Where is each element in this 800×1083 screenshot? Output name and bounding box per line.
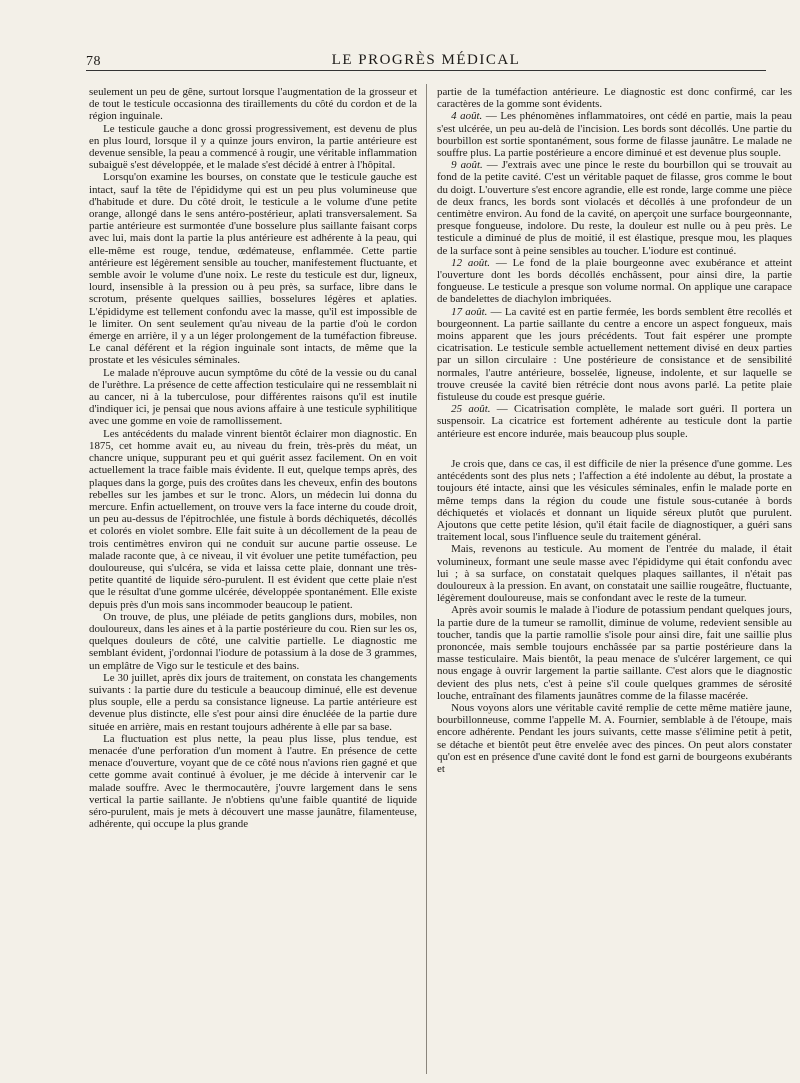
paragraph: Après avoir soumis le malade à l'iodure de potassium pendant quelques jours, la partie dure de la tumeur se ramollit, diminue de volume, redevient sensible au toucher, tandis que la partie ramollie s'isole pour ainsi dire, fait une saillie plus prononcée, mais semble toujours enchâssée par sa partie postérieure dans la masse testiculaire. Mais bientôt, la peau menace de s'ulcérer largement, ce qui nous engage à ouvrir largement la partie saillante. C'est alors que le diagnostic devient des plus nets, c'est à peine s'il coule quelques grammes de sérosité louche, entraînant des filaments jaunâtres comme de la filasse macérée. [437, 604, 792, 702]
entry-text: — Cicatrisation complète, le malade sort guéri. Il portera un suspensoir. La cicatrice est fortement adhérente au testicule dont la partie antérieure est encore indurée, mais beaucoup plus souple. [437, 403, 793, 440]
running-header [86, 46, 766, 71]
entry-date: 25 août. [451, 403, 491, 416]
paragraph: Mais, revenons au testicule. Au moment de l'entrée du malade, il était volumineux, formant une seule masse avec l'épididyme qui était confondu avec lui ; à sa surface, on constatait quelques plaques saillantes, il n'était pas douloureux à la pression. En avant, on constatait une saillie rougeâtre, fluctuante, légèrement douloureuse, mais se confondant avec le reste de la tumeur. [437, 543, 792, 605]
column-divider [426, 84, 427, 1074]
entry-date: 4 août. [451, 110, 483, 123]
entry-text: — Les phénomènes inflammatoires, ont cédé en partie, mais la peau s'est ulcérée, un peu au-delà de l'incision. Les bords sont décollés. Une partie du bourbillon est sortie spontanément, sous forme de filasse jaunâtre. Le malade ne souffre plus. La partie postérieure a encore diminué et est devenue plus souple. [437, 110, 792, 160]
dated-entry [437, 403, 792, 440]
page-number: 78 [86, 54, 101, 69]
left-column [89, 86, 417, 830]
paragraph: La fluctuation est plus nette, la peau plus lisse, plus tendue, est menacée d'une perforation d'un moment à l'autre. En présence de cette menace d'ouverture, voyant que de ce côté nous n'avions rien gagné et que cette gomme avait continué à évoluer, je me décide à intervenir car le malade souffre. Avec le thermocautère, j'ouvre largement dans le sens vertical la partie saillante. Je n'obtiens qu'une faible quantité de liquide séro-purulent, mais je mets à découvert une masse jaunâtre, filamenteuse, adhérente, qui occupe la plus grande [89, 732, 417, 831]
paragraph: seulement un peu de gêne, surtout lorsque l'augmentation de la grosseur et de tout le testicule occasionna des tiraillements du côté du cordon et de la région inguinale. [89, 86, 417, 123]
paragraph: Nous voyons alors une véritable cavité remplie de cette même matière jaune, bourbillonneuse, comme l'appelle M. A. Fournier, semblable à de l'étoupe, mais encore adhérente. Pendant les jours suivants, cette masse s'élimine petit à petit, se détache et bientôt peut être envelée avec des pinces. On peut alors constater qu'on est en présence d'une cavité dont le fond est garni de bourgeons exubérants et [437, 701, 792, 775]
paragraph: partie de la tuméfaction antérieure. Le diagnostic est donc confirmé, car les caractères de la gomme sont évidents. [437, 86, 792, 111]
entry-date: 12 août. [451, 256, 490, 269]
entry-text: — La cavité est en partie fermée, les bords semblent être recollés et bourgeonnent. La partie saillante du centre a encore un aspect fongueux, mais moins apparent que les jours précédents. Tout fait espérer une prompte cicatrisation. Le testicule semble actuellement nettement divisé en deux parties par un sillon circulaire : Une postérieure de consistance et de sensibilité normales, l'autre antérieure, bosselée, ligneuse, indolente, et sur laquelle se trouve creusée la cavité bien rétrécie dont nous avons parlé. La petite plaie fistuleuse du coude est presque guérie. [437, 305, 793, 404]
entry-date: 17 août. [451, 305, 488, 318]
entry-text: — Le fond de la plaie bourgeonne avec exubérance et atteint l'ouverture dont les bords décollés enchâssent, pour ainsi dire, la partie fongueuse. Le testicule a presque son volume normal. On applique une carapace de bandelettes de diachylon imbriquées. [437, 256, 792, 306]
entry-date: 9 août. [451, 159, 483, 172]
paragraph: Les antécédents du malade vinrent bientôt éclairer mon diagnostic. En 1875, cet homme avait eu, au niveau du frein, très-près du méat, un chancre unique, suppurant peu et qui guérit assez facilement. On en voit actuellement la trace faible mais évidente. Il eut, quelque temps après, des plaques dans la gorge, puis des croûtes dans les cheveux, enfin des boutons rebelles sur les jambes et sur le tronc. Alors, un médecin lui donna du mercure. Enfin actuellement, on trouve vers la face interne du coude droit, un peu au-dessus de l'épitrochlée, une fistule à bords déchiquetés, décollés et colorés en violet sombre. Elle fait suite à un décollement de la peau de trois centimètres environ qui ne conduit sur aucune partie osseuse. Le malade raconte que, à ce niveau, il vit évoluer une petite tuméfaction, peu douloureuse, qui s'ulcéra, se vida et laissa cette plaie, donnant une très-petite quantité de liquide séro-purulent. Il est évident que cette plaie n'est que le résultat d'une gomme ulcérée, développée spontanément. Elle existe depuis près d'un mois sans incommoder beaucoup le patient. [89, 427, 417, 611]
journal-title: LE PROGRÈS MÉDICAL [331, 52, 521, 68]
paragraph: Le 30 juillet, après dix jours de traitement, on constata les changements suivants : la partie dure du testicule a beaucoup diminué, elle est devenue plus souple, elle a perdu sa consistance ligneuse. La partie antérieure est devenue plus distincte, elle s'est pour ainsi dire énucléée de la partie dure située en arrière, mais en restant toujours adhérente à elle par sa base. [89, 671, 417, 733]
dated-entry [437, 110, 792, 159]
paragraph: Le malade n'éprouve aucun symptôme du côté de la vessie ou du canal de l'urèthre. La présence de cette affection testiculaire qui ne ressemblait ni au cancer, ni à la tuberculose, pour différentes raisons qu'il est inutile d'indiquer ici, je pensai que nous avions affaire à une testicule syphilitique avec une gomme en voie de ramollissement. [89, 366, 417, 428]
right-column [437, 86, 792, 775]
paragraph: Lorsqu'on examine les bourses, on constate que le testicule gauche est intact, sauf la tête de l'épididyme qui est un peu plus volumineuse que d'habitude et dure. Du côté droit, le testicule a le volume d'une petite orange, allongé dans le sens antéro-postérieur, aplati transversalement. Sa partie antérieure est surmontée d'une bosselure plus saillante faisant corps avec lui, mais dont la partie la plus antérieure est adhérente à la peau, qui elle-même est rouge, tendue, œdémateuse, enflammée. Cette partie antérieure est légèrement sensible au toucher, manifestement fluctuante, et semble avoir le volume d'une noix. Le reste du testicule est dur, ligneux, lourd, insensible à la pression ou à peu près, sa surface, libre dans le scrotum, présente quelques saillies, bosselures légères et aplaties. L'épididyme est tellement confondu avec la masse, qu'il est impossible de le limiter. On sent seulement qu'au niveau de la partie d'où le cordon émerge en arrière, il y a un léger prolongement de la tuméfaction fibreuse. Le canal déférent et la région inguinale sont intacts, de même que la prostate et les vésicules séminales. [89, 171, 417, 367]
dated-entry [437, 306, 792, 404]
dated-entry [437, 159, 792, 257]
paragraph: Je crois que, dans ce cas, il est difficile de nier la présence d'une gomme. Les antécédents sont des plus nets ; l'affection a été indolente au début, la prostate a toujours été intacte, ainsi que les vésicules séminales, enfin le malade porte en même temps dans la région du coude une fistule sous-cutanée à bords déchiquetés et violacés et donnant un liquide séreux plutôt que purulent. Ajoutons que cette petite lésion, qu'il était facile de diagnostiquer, a guéri sans traitement local, sous l'influence seule du traitement général. [437, 457, 792, 544]
paragraph: Le testicule gauche a donc grossi progressivement, est devenu de plus en plus lourd, lorsque il y a quinze jours environ, la partie antérieure est devenue sensible, la peau a commencé à rougir, une véritable inflammation subaiguë s'est développée, et le malade s'est décidé à entrer à l'hôpital. [89, 122, 417, 172]
paragraph: On trouve, de plus, une pléiade de petits ganglions durs, mobiles, non douloureux, dans les aines et à la partie postérieure du cou. Rien sur les os, quelques douleurs de côté, une calvitie partielle. Le diagnostic me semblant évident, j'ordonnai l'iodure de potassium à la dose de 3 grammes, un emplâtre de Vigo sur le testicule et des bains. [89, 610, 417, 672]
dated-entry [437, 257, 792, 306]
entry-text: — J'extrais avec une pince le reste du bourbillon qui se trouvait au fond de la petite cavité. C'est un véritable paquet de filasse, gros comme le bout du doigt. L'ouverture s'est encore agrandie, elle est ronde, large comme une pièce de deux francs, les bords sont violacés et décollés à une profondeur de un centimètre environ. Au fond de la cavité, on aperçoit une surface bourgeonnante, presque fongueuse, indolore. Du reste, la douleur est nulle ou à peu près. Le testicule a diminué de plus de moitié, il est élastique, presque mou, les plaques de la surface sont à peine sensibles au toucher. L'iodure est continué. [437, 159, 792, 257]
